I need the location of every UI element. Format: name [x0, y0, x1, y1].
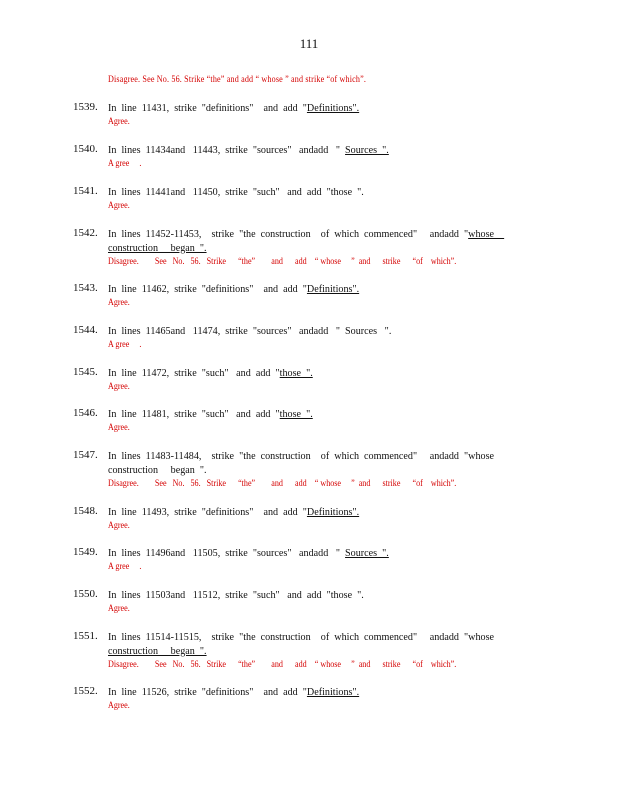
response-note: Agree.: [108, 298, 130, 308]
amendment-text-line: [108, 685, 494, 699]
inserted-text: Sources ".: [345, 547, 389, 559]
response-note: Agree.: [108, 117, 130, 127]
amendment-text: In lines 11503and 11512, strike "such" and add "those ".: [108, 589, 364, 601]
amendment-body: [108, 101, 528, 128]
amendment-body: [108, 143, 528, 170]
response-note: Agree.: [108, 604, 130, 614]
amendment-number: 1541.: [73, 185, 98, 197]
amendment-body: [108, 185, 528, 212]
amendment-number: 1550.: [73, 588, 98, 600]
amendment-body: [108, 324, 528, 351]
inserted-text: those ".: [279, 408, 313, 420]
amendment-text-line: [108, 143, 494, 157]
amendment-text: In lines 11434and 11443, strike "sources" andadd ": [108, 144, 346, 156]
amendment-body: [108, 227, 528, 268]
amendment-text: In lines 11483-11484, strike "the construction of which commenced" andadd "whose: [108, 450, 495, 462]
amendment-text-line: [108, 644, 494, 658]
amendment-text: In lines 11465and 11474, strike "sources" andadd " Sources ".: [108, 325, 392, 337]
amendment-number: 1540.: [73, 143, 98, 155]
amendment-text-line: [108, 227, 505, 241]
amendment-text-line: [108, 449, 494, 463]
amendment-text: In line 11481, strike "such" and add ": [108, 408, 280, 420]
amendment-text-line: [108, 241, 494, 255]
amendment-text: In line 11493, strike "definitions" and add ": [108, 506, 307, 518]
inserted-text: those ".: [279, 367, 313, 379]
top-response: Disagree. See No. 56. Strike “the” and add “ whose ” and strike “of which”.: [108, 75, 367, 85]
response-note: Agree.: [108, 521, 130, 531]
response-note: Agree.: [108, 201, 130, 211]
inserted-text: whose: [468, 228, 505, 240]
amendment-body: [108, 366, 528, 393]
inserted-text: Definitions".: [306, 686, 360, 698]
amendment-text: In line 11526, strike "definitions" and add ": [108, 686, 307, 698]
amendment-text: In line 11431, strike "definitions" and add ": [108, 102, 307, 114]
amendment-text: In line 11472, strike "such" and add ": [108, 367, 280, 379]
inserted-text: construction began ".: [108, 645, 207, 657]
amendment-body: [108, 546, 528, 573]
response-note: Agree.: [108, 701, 130, 711]
amendment-text-line: [108, 505, 494, 519]
amendment-text-line: [108, 630, 494, 644]
amendment-text: construction began ".: [108, 464, 207, 476]
amendment-body: [108, 630, 528, 671]
amendment-body: [108, 449, 528, 490]
response-note: Agree.: [108, 382, 130, 392]
amendment-body: [108, 505, 528, 532]
amendment-number: 1552.: [73, 685, 98, 697]
amendment-number: 1547.: [73, 449, 98, 461]
amendment-text-line: [108, 101, 494, 115]
amendment-text-line: [108, 463, 494, 477]
inserted-text: Definitions".: [306, 283, 360, 295]
amendment-text-line: [108, 185, 494, 199]
amendment-body: [108, 685, 528, 712]
amendment-body: [108, 588, 528, 615]
amendment-number: 1539.: [73, 101, 98, 113]
amendment-text-line: [108, 282, 494, 296]
inserted-text: construction began ".: [108, 242, 207, 254]
amendment-text-line: [108, 546, 494, 560]
amendment-number: 1549.: [73, 546, 98, 558]
amendment-number: 1542.: [73, 227, 98, 239]
inserted-text: Definitions".: [306, 506, 360, 518]
inserted-text: Sources ".: [345, 144, 389, 156]
amendment-text-line: [108, 407, 494, 421]
amendment-number: 1545.: [73, 366, 98, 378]
amendment-body: [108, 282, 528, 309]
amendment-number: 1548.: [73, 505, 98, 517]
amendment-text: In line 11462, strike "definitions" and add ": [108, 283, 307, 295]
response-note: Disagree. See No. 56. Strike “the” and add “ whose ” and strike “of which”.: [108, 479, 457, 489]
response-note: A gree .: [108, 562, 142, 572]
response-note: A gree .: [108, 340, 142, 350]
response-note: A gree .: [108, 159, 142, 169]
amendment-text-line: [108, 324, 494, 338]
response-note: Agree.: [108, 423, 130, 433]
amendment-number: 1543.: [73, 282, 98, 294]
amendment-body: [108, 407, 528, 434]
page-number: 111: [299, 36, 319, 51]
amendment-number: 1551.: [73, 630, 98, 642]
response-note: Disagree. See No. 56. Strike “the” and add “ whose ” and strike “of which”.: [108, 257, 457, 267]
inserted-text: Definitions".: [306, 102, 360, 114]
amendment-text-line: [108, 588, 494, 602]
amendment-text: In lines 11514-11515, strike "the construction of which commenced" andadd "whose: [108, 631, 495, 643]
amendment-text: In lines 11496and 11505, strike "sources" andadd ": [108, 547, 346, 559]
amendment-number: 1544.: [73, 324, 98, 336]
amendment-text: In lines 11441and 11450, strike "such" and add "those ".: [108, 186, 364, 198]
response-note: Disagree. See No. 56. Strike “the” and add “ whose ” and strike “of which”.: [108, 660, 457, 670]
amendment-text-line: [108, 366, 494, 380]
amendment-text: In lines 11452-11453, strike "the construction of which commenced" andadd ": [108, 228, 469, 240]
amendment-number: 1546.: [73, 407, 98, 419]
